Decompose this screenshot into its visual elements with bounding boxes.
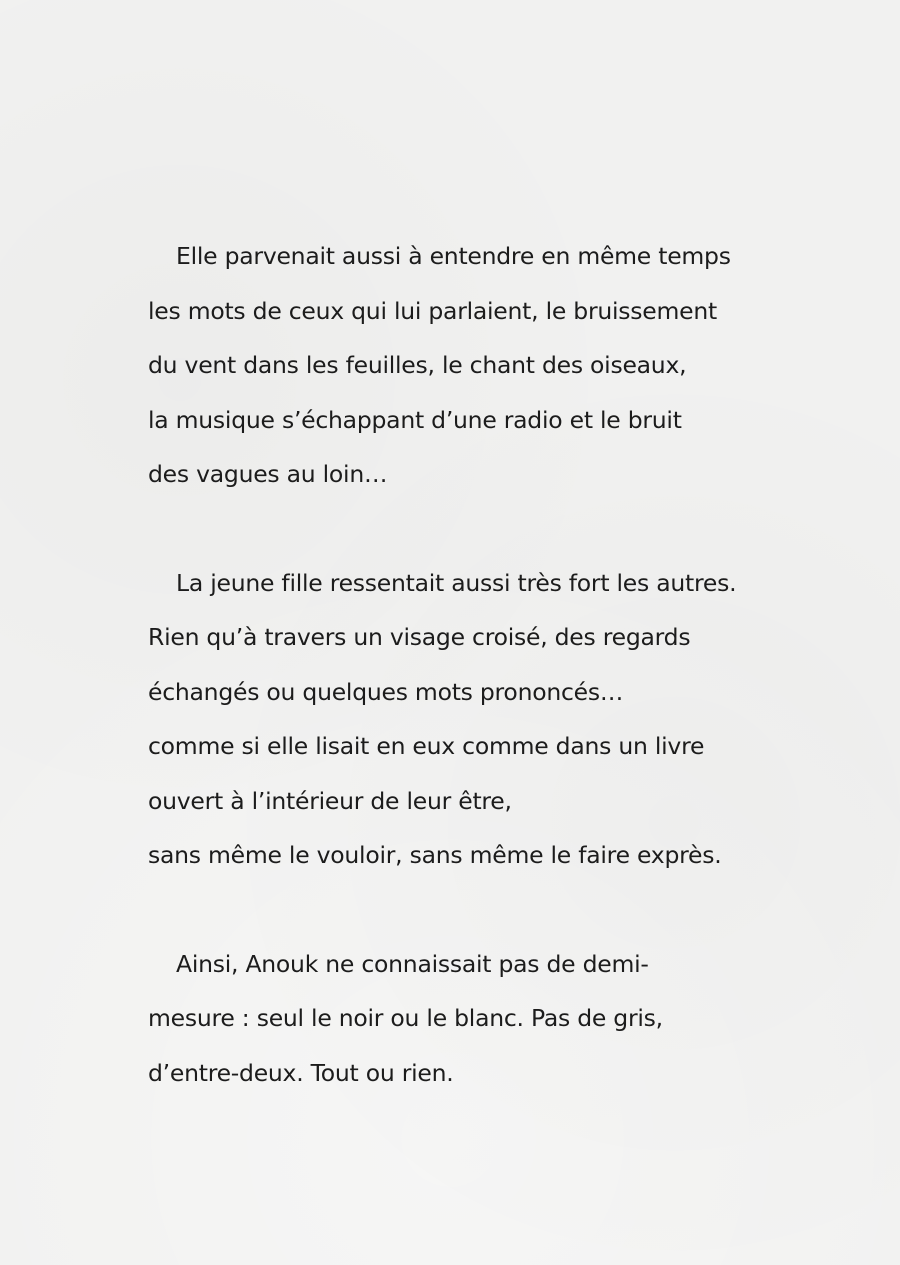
text-line: échangés ou quelques mots prononcés… bbox=[148, 677, 624, 706]
text-line: les mots de ceux qui lui parlaient, le bruissement bbox=[148, 296, 717, 325]
paragraph-3 bbox=[148, 937, 848, 1101]
text-line: d’entre-deux. Tout ou rien. bbox=[148, 1058, 454, 1087]
text-line: ouvert à l’intérieur de leur être, bbox=[148, 786, 512, 815]
text-line: des vagues au loin… bbox=[148, 460, 388, 488]
text-line: La jeune fille ressentait aussi très fort les autres. bbox=[176, 568, 737, 597]
text-line: Rien qu’à travers un visage croisé, des regards bbox=[148, 623, 691, 651]
text-line: sans même le vouloir, sans même le faire exprès. bbox=[148, 841, 722, 869]
text-line: mesure : seul le noir ou le blanc. Pas de gris, bbox=[148, 1004, 663, 1032]
text-line: du vent dans les feuilles, le chant des oiseaux, bbox=[148, 351, 687, 379]
paragraph-2 bbox=[148, 556, 848, 883]
text-line: comme si elle lisait en eux comme dans un livre bbox=[148, 732, 705, 760]
text-line: Ainsi, Anouk ne connaissait pas de demi- bbox=[176, 949, 649, 978]
text-line: Elle parvenait aussi à entendre en même temps bbox=[176, 242, 731, 270]
body-text bbox=[148, 229, 848, 1154]
paragraph-1 bbox=[148, 229, 848, 502]
text-line: la musique s’échappant d’une radio et le bruit bbox=[148, 405, 682, 434]
